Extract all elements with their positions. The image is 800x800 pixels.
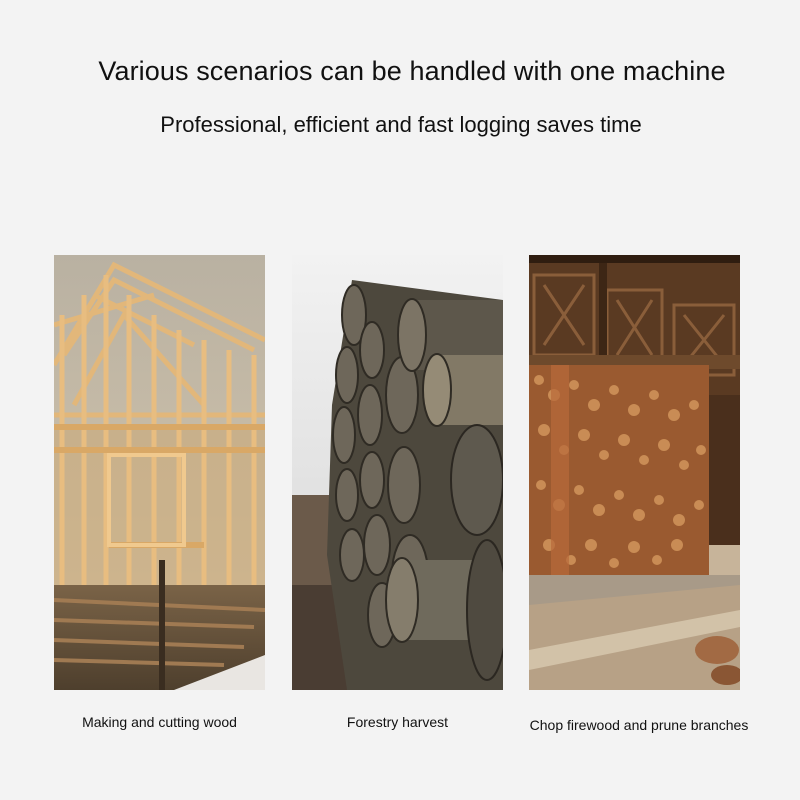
- caption-chop-firewood: Chop firewood and prune branches: [529, 717, 749, 733]
- timber-frame-house-photo: [54, 255, 265, 690]
- caption-forestry-harvest: Forestry harvest: [346, 714, 449, 730]
- firewood-stack-photo: [529, 255, 740, 690]
- page-subtitle: Professional, efficient and fast logging saves time: [160, 112, 642, 137]
- caption-making-cutting-wood: Making and cutting wood: [82, 714, 237, 730]
- page-title: Various scenarios can be handled with one machine: [98, 56, 726, 86]
- stacked-logs-photo: [292, 255, 503, 690]
